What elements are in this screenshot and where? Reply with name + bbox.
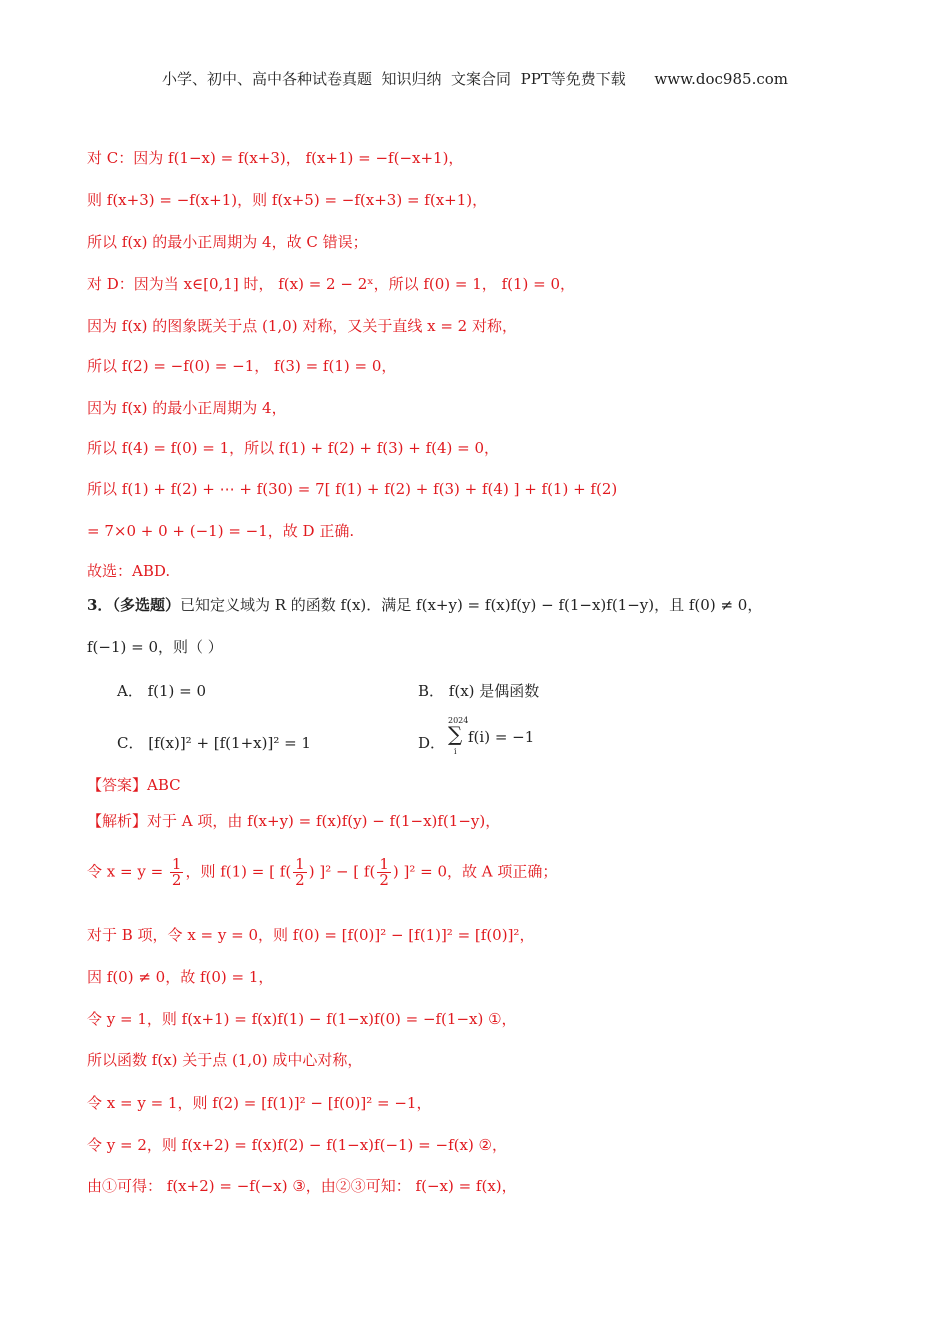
question-3-stem-2: f(−1) = 0，则（ ） — [87, 638, 223, 656]
solution-line-d3: 所以 f(2) = −f(0) = −1， f(3) = f(1) = 0， — [87, 357, 397, 375]
analysis-line-b7: 由①可得： f(x+2) = −f(−x) ③，由②③可知： f(−x) = f(x)， — [87, 1177, 517, 1195]
option-b: B． f(x) 是偶函数 — [418, 682, 540, 700]
solution-line-d7: = 7×0 + 0 + (−1) = −1，故 D 正确. — [87, 522, 355, 540]
analysis-line-b3: 令 y = 1，则 f(x+1) = f(x)f(1) − f(1−x)f(0) = −f(1−x) ①， — [87, 1010, 517, 1028]
a2-mid: ，则 f(1) = [ f( — [185, 862, 292, 881]
solution-line-d4: 因为 f(x) 的最小正周期为 4， — [87, 399, 287, 417]
analysis-line-b6: 令 y = 2，则 f(x+2) = f(x)f(2) − f(1−x)f(−1) = −f(x) ②， — [87, 1136, 508, 1154]
solution-line-d5: 所以 f(4) = f(0) = 1，所以 f(1) + f(2) + f(3) + f(4) = 0， — [87, 439, 500, 457]
frac-den: 2 — [379, 871, 389, 889]
option-d-sum-bottom: i — [454, 747, 457, 756]
frac-num: 1 — [379, 855, 389, 873]
option-d-sum-top: 2024 — [448, 716, 469, 725]
solution-line-d2: 因为 f(x) 的图象既关于点 (1,0) 对称，又关于直线 x = 2 对称， — [87, 317, 517, 335]
solution-line-c1: 对 C：因为 f(1−x) = f(x+3)， f(x+1) = −f(−x+1)， — [87, 149, 464, 167]
solution-line-c3: 所以 f(x) 的最小正周期为 4，故 C 错误； — [87, 233, 368, 251]
question-3-stem — [87, 594, 762, 615]
page-header: 小学、初中、高中各种试卷真题 知识归纳 文案合同 PPT等免费下载 www.doc985.com — [161, 70, 788, 88]
fraction-half-3 — [377, 857, 391, 888]
question-stem-text: 已知定义域为 R 的函数 f(x)．满足 f(x+y) = f(x)f(y) − f(1−x)f(1−y)，且 f(0) ≠ 0， — [179, 596, 763, 614]
fraction-half-2 — [293, 857, 307, 888]
a2-mid2: ) ]² − [ f( — [308, 862, 376, 881]
frac-num: 1 — [171, 855, 182, 873]
analysis-line-1: 【解析】对于 A 项，由 f(x+y) = f(x)f(y) − f(1−x)f(1−y)， — [87, 812, 501, 830]
option-d-label: D． — [418, 734, 446, 752]
analysis-line-b2: 因 f(0) ≠ 0，故 f(0) = 1， — [87, 968, 274, 986]
option-c: C． [f(x)]² + [f(1+x)]² = 1 — [117, 734, 311, 752]
a2-post: ) ]² = 0，故 A 项正确； — [392, 862, 558, 881]
question-number: 3． — [87, 596, 113, 614]
fraction-half-1 — [170, 857, 184, 888]
analysis-line-b1: 对于 B 项，令 x = y = 0，则 f(0) = [f(0)]² − [f(1)]² = [f(0)]²， — [87, 926, 535, 944]
analysis-line-a2 — [87, 857, 557, 888]
solution-line-c2: 则 f(x+3) = −f(x+1)，则 f(x+5) = −f(x+3) = f(x+1)， — [87, 191, 488, 209]
analysis-line-b5: 令 x = y = 1，则 f(2) = [f(1)]² − [f(0)]² = −1， — [87, 1094, 432, 1112]
frac-num: 1 — [295, 855, 305, 873]
question-type-tag: （多选题） — [112, 596, 180, 614]
option-a: A． f(1) = 0 — [117, 682, 207, 700]
solution-line-d1: 对 D：因为当 x∈[0,1] 时， f(x) = 2 − 2ˣ，所以 f(0) = 1， f(1) = 0， — [87, 275, 576, 293]
solution-line-d6: 所以 f(1) + f(2) + ⋯ + f(30) = 7[ f(1) + f(2) + f(3) + f(4) ] + f(1) + f(2) — [87, 480, 618, 498]
option-d-sum-symbol: ∑ — [448, 722, 463, 746]
frac-den: 2 — [295, 871, 305, 889]
option-d-text: f(i) = −1 — [468, 728, 535, 746]
frac-den: 2 — [171, 871, 182, 889]
answer-line: 【答案】ABC — [87, 776, 181, 794]
solution-conclusion: 故选：ABD. — [87, 562, 171, 580]
a2-pre: 令 x = y = — [87, 862, 168, 881]
analysis-line-b4: 所以函数 f(x) 关于点 (1,0) 成中心对称， — [87, 1051, 363, 1069]
